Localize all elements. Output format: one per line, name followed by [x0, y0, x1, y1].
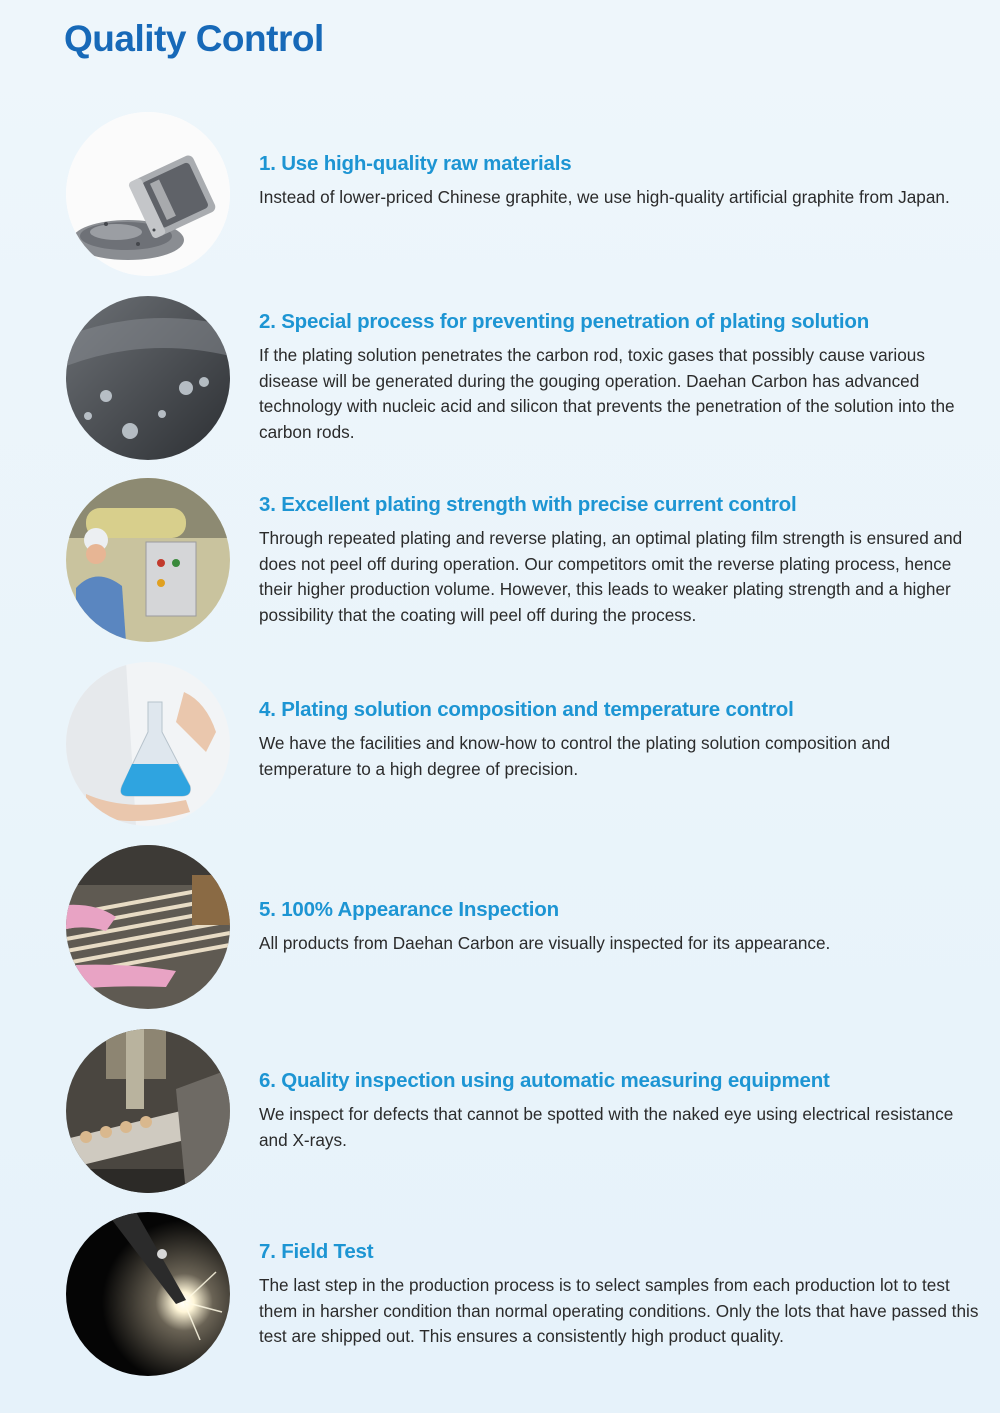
worker-control-panel-image [66, 478, 230, 642]
item-heading: 1. Use high-quality raw materials [259, 152, 572, 175]
item-heading: 4. Plating solution composition and temperature control [259, 698, 794, 721]
item-heading: 7. Field Test [259, 1240, 374, 1263]
item-body: The last step in the production process is to select samples from each production lot to test them in harsher condition than normal operating conditions. Only the lots that have passed this test are shipped out. This ensures a consistently high product quality. [259, 1275, 979, 1347]
field-test-spark-image [66, 1212, 230, 1376]
item-body: Instead of lower-priced Chinese graphite, we use high-quality artificial graphite from Japan. [259, 187, 950, 207]
item-body: We have the facilities and know-how to control the plating solution composition and temperature to a high degree of precision. [259, 733, 891, 779]
item-body: We inspect for defects that cannot be spotted with the naked eye using electrical resistance and X-rays. [259, 1104, 954, 1150]
item-heading: 5. 100% Appearance Inspection [259, 898, 559, 921]
item-heading: 3. Excellent plating strength with precise current control [259, 493, 797, 516]
lab-flask-image [66, 662, 230, 826]
item-body: If the plating solution penetrates the carbon rod, toxic gases that possibly cause various disease will be generated during the gouging operation. Daehan Carbon has advanced technology with nucleic acid and silicon that prevents the penetration of the solution into the carbon rods. [259, 345, 955, 442]
item-body: Through repeated plating and reverse plating, an optimal plating film strength is ensured and does not peel off during operation. Our competitors omit the reverse plating process, hence their higher production volume. However, this leads to weaker plating strength and a higher possibility that the coating will peel off during the process. [259, 528, 963, 625]
graphite-powder-image [66, 112, 230, 276]
measuring-equipment-image [66, 1029, 230, 1193]
item-heading: 6. Quality inspection using automatic measuring equipment [259, 1069, 830, 1092]
item-body: All products from Daehan Carbon are visually inspected for its appearance. [259, 933, 831, 953]
page-title: Quality Control [64, 18, 324, 59]
item-heading: 2. Special process for preventing penetration of plating solution [259, 310, 870, 333]
water-drops-fabric-image [66, 296, 230, 460]
appearance-inspection-image [66, 845, 230, 1009]
